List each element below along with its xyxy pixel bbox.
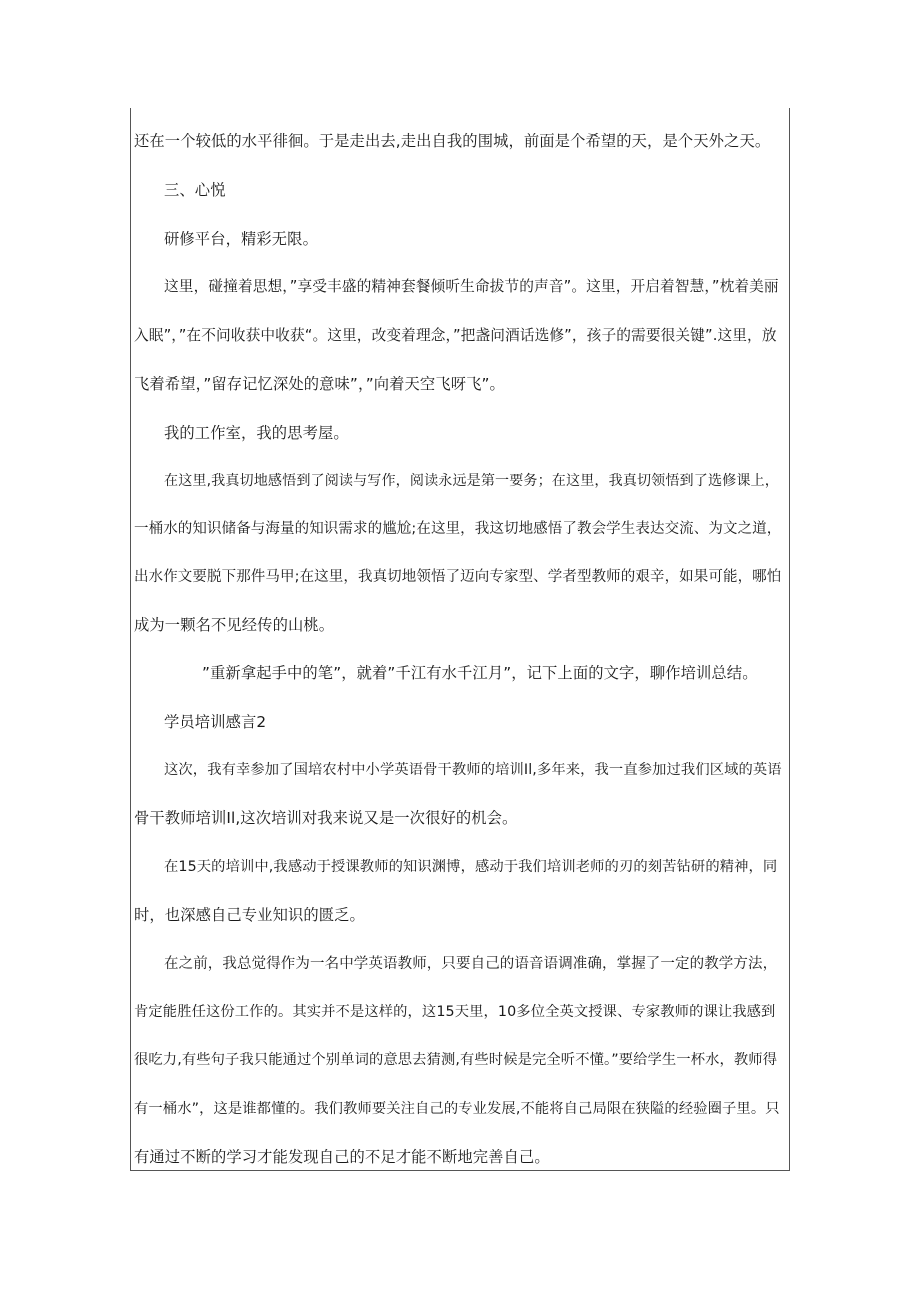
- text-line-22: 有通过不断的学习才能发现自己的不足才能不断地完善自己。: [134, 1148, 550, 1166]
- text-line-19: 肯定能胜任这份工作的。其实并不是这样的，这15天里，10多位全英文授课、专家教师的课让我感到: [134, 1004, 776, 1020]
- text-line-9: 一桶水的知识储备与海量的知识需求的尴尬;在这里，我这切地感悟了教会学生表达交流、为文之道，: [134, 521, 782, 537]
- section-heading-ganyan2: 学员培训感言2: [164, 713, 267, 731]
- text-line-7: 我的工作室，我的思考屋。: [164, 424, 349, 442]
- text-line-21: 有一桶水”，这是谁都懂的。我们教师要关注自己的专业发展,不能将自己局限在狭隘的经验圈子里。只: [134, 1101, 780, 1117]
- text-line-5: 入眠”，”在不问收获中收获“。这里，改变着理念，”把盏问酒话选修”，孩子的需要很关键”.这里，放: [134, 327, 777, 344]
- text-line-20: 很吃力,有些句子我只能通过个别单词的意思去猜测,有些时候是完全听不懂。”要给学生一杯水，教师得: [134, 1052, 778, 1068]
- text-line-16: 在15天的培训中,我感动于授课教师的知识渊博，感动于我们培训老师的刃的刻苦钻研的精神，同: [164, 859, 778, 875]
- text-line-12: ”重新拿起手中的笔”，就着”千江有水千江月”，记下上面的文字，聊作培训总结。: [202, 664, 758, 682]
- text-line-11: 成为一颗名不见经传的山桃。: [134, 616, 335, 634]
- text-line-4: 这里，碰撞着思想，”享受丰盛的精神套餐倾听生命拔节的声音”。这里，开启着智慧，”枕着美丽: [164, 278, 779, 295]
- text-line-1: 还在一个较低的水平徘徊。于是走出去,走出自我的围城，前面是个希望的天，是个天外之天。: [134, 132, 771, 150]
- text-line-15: 骨干教师培训Il,这次培训对我来说又是一次很好的机会。: [134, 809, 518, 827]
- section-heading-xinyue: 三、心悦: [164, 181, 226, 199]
- text-line-6: 飞着希望，”留存记忆深处的意味”，”向着天空飞呀飞”。: [134, 375, 505, 393]
- text-line-3: 研修平台，精彩无限。: [164, 230, 318, 248]
- text-line-17: 时，也深感自己专业知识的匮乏。: [134, 906, 365, 924]
- text-line-18: 在之前，我总觉得作为一名中学英语教师，只要自己的语音语调准确，掌握了一定的教学方法，: [164, 956, 778, 972]
- text-line-10: 出水作文要脱下那件马甲;在这里，我真切地领悟了迈向专家型、学者型教师的艰辛，如果可能，哪怕: [134, 569, 782, 585]
- text-line-8: 在这里,我真切地感悟到了阅读与写作，阅读永远是第一要务；在这里，我真切领悟到了选修课上，: [164, 473, 779, 489]
- text-line-14: 这次，我有幸参加了国培农村中小学英语骨干教师的培训Il,多年来，我一直参加过我们区域的英语: [164, 762, 782, 778]
